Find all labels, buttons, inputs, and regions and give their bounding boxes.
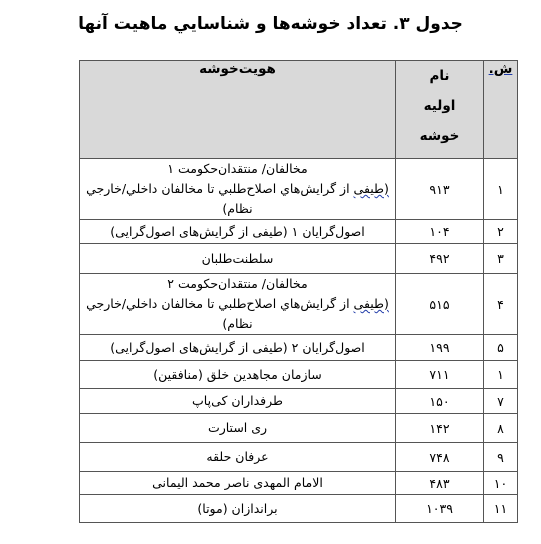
cluster-table — [79, 60, 518, 523]
row-code: ۱۹۹ — [396, 335, 484, 361]
table-caption: جدول ۳. تعداد خوشه‌ها و شناسايي ماهيت آنها — [78, 14, 463, 34]
row-number: ۱۱ — [484, 495, 518, 523]
row-number: ۸ — [484, 414, 518, 443]
table-row — [80, 472, 518, 495]
table-row — [80, 414, 518, 443]
table-row — [80, 389, 518, 414]
row-number: ۱ — [484, 159, 518, 220]
row-code: ۱۴۲ — [396, 414, 484, 443]
row-identity: الامام المهدی ناصر محمد الیمانی — [80, 472, 396, 495]
row-code: ۷۱۱ — [396, 361, 484, 389]
row-identity — [80, 159, 396, 220]
header-code-line: خوشه — [419, 128, 460, 144]
row-number: ۷ — [484, 389, 518, 414]
table-row — [80, 274, 518, 335]
row-identity — [80, 274, 396, 335]
row-number: ۳ — [484, 244, 518, 274]
row-code: ۴۸۳ — [396, 472, 484, 495]
table-row — [80, 495, 518, 523]
table-row — [80, 244, 518, 274]
row-identity-subtitle: (طیفی از گرایش‌هاي اصلاح‌طلبي تا مخالفان داخلي/خارجي نظام) — [86, 181, 389, 216]
row-identity: براندازان (موتا) — [80, 495, 396, 523]
row-number: ۴ — [484, 274, 518, 335]
row-identity: طرفداران کی‌پاپ — [80, 389, 396, 414]
header-code-line: اولیه — [423, 98, 456, 114]
header-row — [80, 61, 518, 159]
header-cluster-identity: هویت‌خوشه — [80, 61, 396, 159]
row-code: ۱۰۳۹ — [396, 495, 484, 523]
row-identity: اصول‌گرایان ۲ (طیفی از گرایش‌های اصول‌گرایی) — [80, 335, 396, 361]
row-identity-subtitle: (طیفی از گرایش‌هاي اصلاح‌طلبي تا مخالفان داخلي/خارجي نظام) — [86, 296, 389, 331]
row-identity: سازمان مجاهدین خلق (منافقین) — [80, 361, 396, 389]
row-code: ۹۱۳ — [396, 159, 484, 220]
row-number: ۱۰ — [484, 472, 518, 495]
row-identity: اصول‌گرایان ۱ (طیفی از گرایش‌های اصول‌گرایی) — [80, 220, 396, 244]
row-number: ۲ — [484, 220, 518, 244]
row-identity: ری استارت — [80, 414, 396, 443]
row-identity: سلطنت‌طلبان — [80, 244, 396, 274]
row-identity-title: مخالفان/ منتقدان‌حکومت ۲ — [167, 276, 308, 291]
row-identity: عرفان حلقه — [80, 443, 396, 472]
row-code: ۱۰۴ — [396, 220, 484, 244]
row-code: ۷۴۸ — [396, 443, 484, 472]
row-code: ۵۱۵ — [396, 274, 484, 335]
row-number: ۱ — [484, 361, 518, 389]
header-cluster-code — [396, 61, 484, 159]
row-number: ۵ — [484, 335, 518, 361]
header-code-line: نام — [429, 68, 450, 84]
row-identity-title: مخالفان/ منتقدان‌حکومت ۱ — [167, 161, 308, 176]
table-row — [80, 159, 518, 220]
header-number: ش. — [484, 61, 518, 159]
table-row — [80, 443, 518, 472]
table-row — [80, 335, 518, 361]
row-code: ۱۵۰ — [396, 389, 484, 414]
table-row — [80, 361, 518, 389]
table-row — [80, 220, 518, 244]
row-number: ۹ — [484, 443, 518, 472]
row-code: ۴۹۲ — [396, 244, 484, 274]
